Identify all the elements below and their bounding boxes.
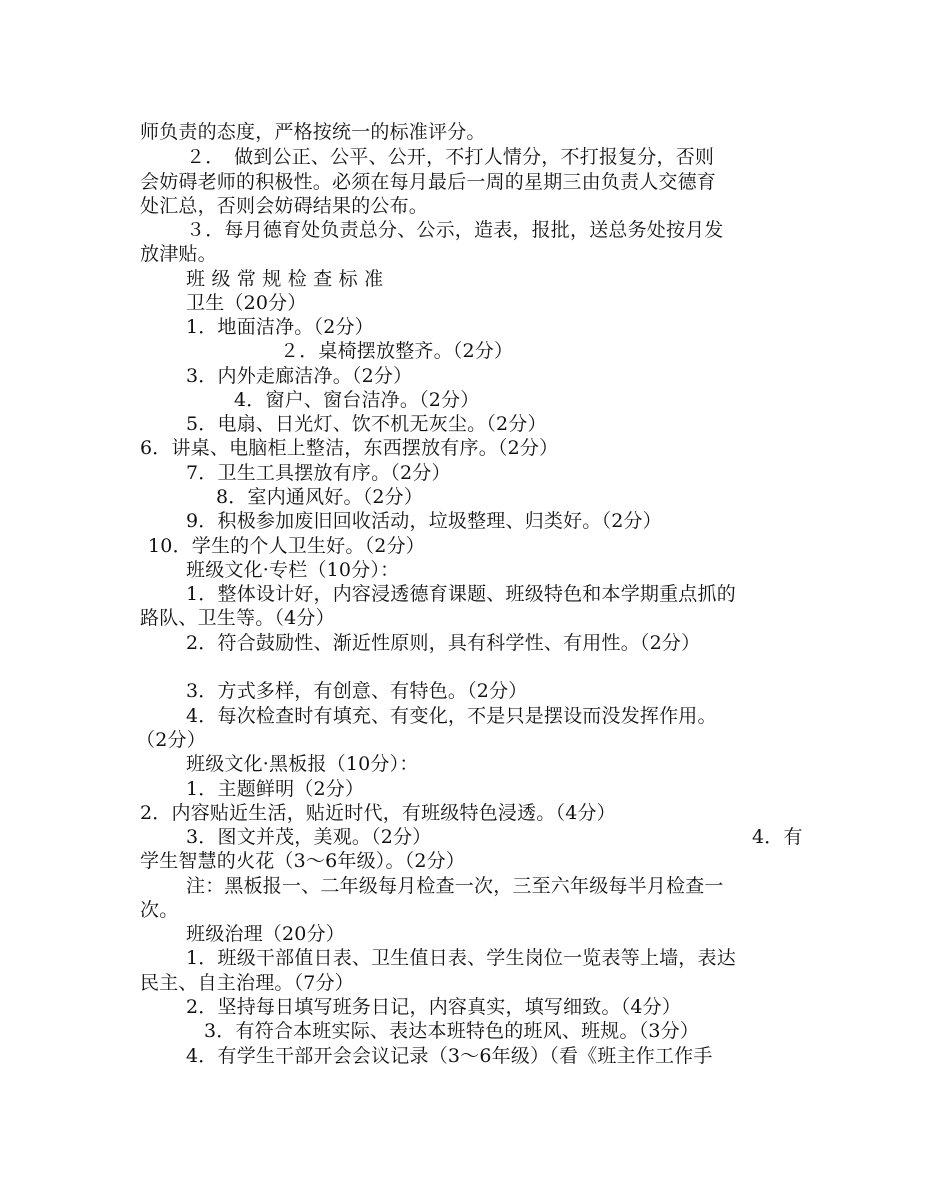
text-line: ３．每月德育处负责总分、公示，造表，报批，送总务处按月发	[186, 219, 724, 241]
list-item: 8．室内通风好。（2分）	[216, 486, 424, 508]
list-item: 2．符合鼓励性、渐近性原则，具有科学性、有用性。（2分）	[186, 632, 701, 654]
text-line: 次。	[140, 899, 179, 921]
list-item: 4．有	[752, 826, 803, 848]
text-line: （2分）	[136, 729, 206, 751]
section-title: 班级文化·专栏（10分）：	[186, 559, 400, 581]
list-item: 6．讲桌、电脑柜上整洁，东西摆放有序。（2分）	[140, 437, 559, 459]
list-item: 2．坚持每日填写班务日记，内容真实，填写细致。（4分）	[186, 996, 682, 1018]
list-item: 3．方式多样，有创意、有特色。（2分）	[186, 680, 528, 702]
list-item: 10．学生的个人卫生好。（2分）	[148, 535, 425, 557]
text-line: 学生智慧的火花（3～6年级）。（2分）	[140, 850, 466, 872]
list-item: 2．内容贴近生活，贴近时代，有班级特色浸透。（4分）	[140, 802, 616, 824]
list-item: 5．电扇、日光灯、饮不机无灰尘。（2分）	[186, 413, 547, 435]
list-item: 1．主题鲜明（2分）	[186, 778, 365, 800]
text-line: 会妨碍老师的积极性。必须在每月最后一周的星期三由负责人交德育	[140, 171, 717, 193]
list-item: 1．班级干部值日表、卫生值日表、学生岗位一览表等上墙，表达	[186, 947, 736, 969]
list-item: ２．桌椅摆放整齐。（2分）	[280, 340, 514, 362]
section-title: 班级治理（20分）	[186, 923, 345, 945]
note-line: 注：黑板报一、二年级每月检查一次，三至六年级每半月检查一	[186, 875, 724, 897]
text-line: 处汇总，否则会妨碍结果的公布。	[140, 195, 429, 217]
list-item: 1．地面洁净。（2分）	[186, 316, 374, 338]
list-item: 4．窗户、窗台洁净。（2分）	[234, 389, 480, 411]
list-item: 4．每次检查时有填充、有变化，不是只是摆设而没发挥作用。	[186, 705, 717, 727]
section-title: 班级文化·黑板报（10分）：	[186, 753, 419, 775]
list-item: 3．有符合本班实际、表达本班特色的班风、班规。（3分）	[204, 1020, 700, 1042]
list-item: 1．整体设计好，内容浸透德育课题、班级特色和本学期重点抓的	[186, 583, 736, 605]
text-line: ２． 做到公正、公平、公开，不打人情分，不打报复分，否则	[186, 146, 715, 168]
text-line: 放津贴。	[140, 243, 217, 265]
list-item: 4．有学生干部开会会议记录（3～6年级）（看《班主作工作手	[186, 1045, 713, 1067]
text-line: 路队、卫生等。（4分）	[140, 607, 335, 629]
list-item: 9．积极参加废旧回收活动，垃圾整理、归类好。（2分）	[186, 510, 662, 532]
list-item: 3．内外走廊洁净。（2分）	[186, 365, 413, 387]
list-item: 3．图文并茂，美观。（2分）	[186, 826, 432, 848]
text-line: 师负责的态度，严格按统一的标准评分。	[140, 121, 486, 143]
section-title: 卫生（20分）	[186, 292, 307, 314]
section-heading: 班 级 常 规 检 查 标 准	[186, 268, 384, 290]
text-line: 民主、自主治理。（7分）	[140, 972, 354, 994]
list-item: 7．卫生工具摆放有序。（2分）	[186, 462, 451, 484]
